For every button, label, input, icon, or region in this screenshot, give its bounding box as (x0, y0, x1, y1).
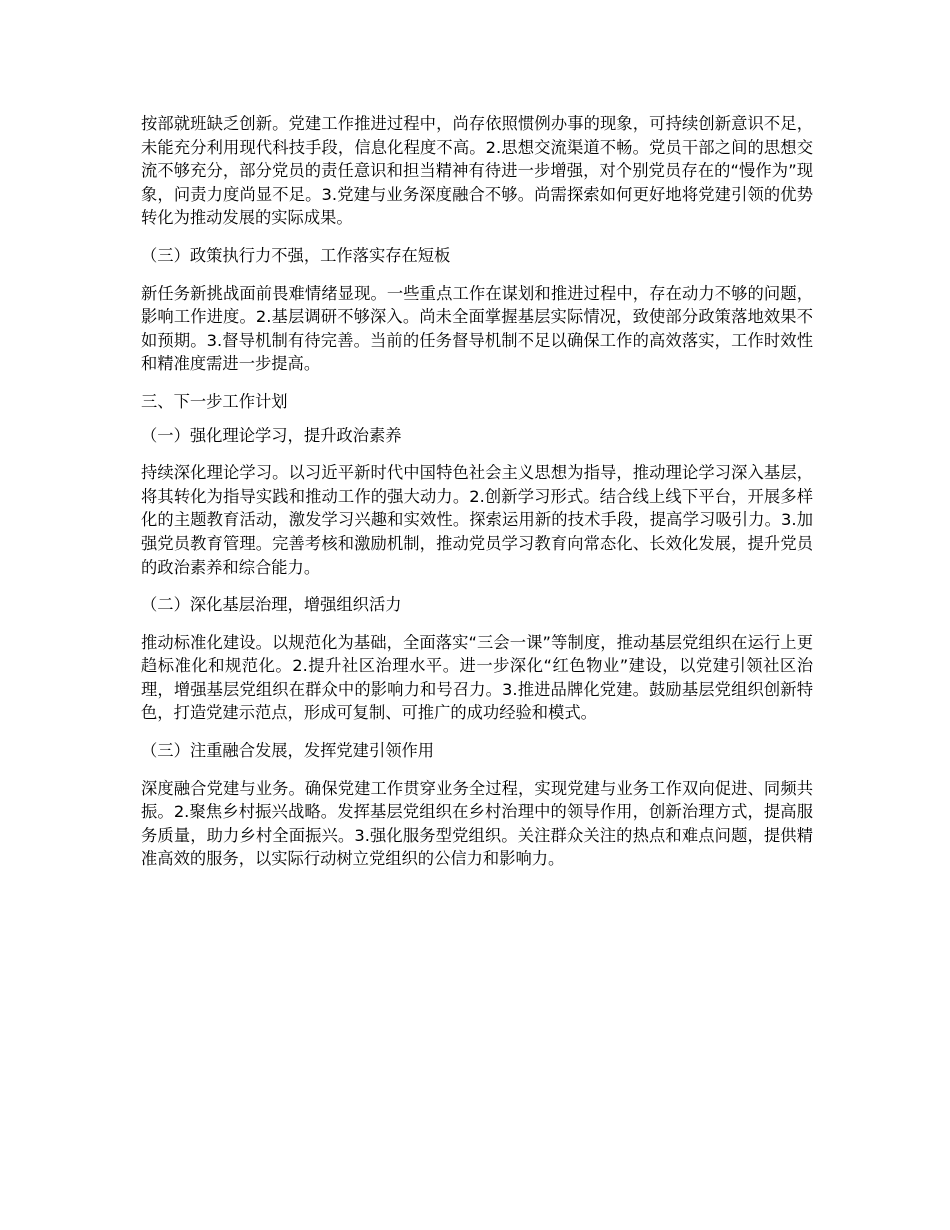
heading-integrated-development: （三）注重融合发展，发挥党建引领作用 (141, 741, 435, 761)
heading-theory-study: （一）强化理论学习，提升政治素养 (141, 425, 402, 445)
paragraph-party-building-innovation: 按部就班缺乏创新。党建工作推进过程中，尚存依照惯例办事的现象，可持续创新意识不足，未能充分利用现代科技手段，信息化程度不高。2.思想交流渠道不畅。党员干部之间的思想交流不够充分，部分党员的责任意识和担当精神有待进一步增强，对个别党员存在的“慢作为”现象，问责力度尚显不足。3.党建与业务深度融合不够。尚需探索如何更好地将党建引领的优势转化为推动发展的实际成果。 (141, 114, 813, 228)
paragraph-grassroots-governance: 推动标准化建设。以规范化为基础，全面落实“三会一课”等制度，推动基层党组织在运行上更趋标准化和规范化。2.提升社区治理水平。进一步深化“红色物业”建设，以党建引领社区治理，增强基层党组织在群众中的影响力和号召力。3.推进品牌化党建。鼓励基层党组织创新特色，打造党建示范点，形成可复制、可推广的成功经验和模式。 (141, 632, 813, 723)
heading-next-step-plan: 三、下一步工作计划 (141, 391, 288, 411)
paragraph-policy-execution: 新任务新挑战面前畏难情绪显现。一些重点工作在谋划和推进过程中，存在动力不够的问题，影响工作进度。2.基层调研不够深入。尚未全面掌握基层实际情况，致使部分政策落地效果不如预期。3.督导机制有待完善。当前的任务督导机制不足以确保工作的高效落实，工作时效性和精准度需进一步提高。 (141, 283, 813, 374)
heading-policy-execution: （三）政策执行力不强，工作落实存在短板 (141, 245, 451, 265)
paragraph-theory-study: 持续深化理论学习。以习近平新时代中国特色社会主义思想为指导，推动理论学习深入基层，将其转化为指导实践和推动工作的强大动力。2.创新学习形式。结合线上线下平台，开展多样化的主题教育活动，激发学习兴趣和实效性。探索运用新的技术手段，提高学习吸引力。3.加强党员教育管理。完善考核和激励机制，推动党员学习教育向常态化、长效化发展，提升党员的政治素养和综合能力。 (141, 463, 813, 577)
paragraph-integrated-development: 深度融合党建与业务。确保党建工作贯穿业务全过程，实现党建与业务工作双向促进、同频共振。2.聚焦乡村振兴战略。发挥基层党组织在乡村治理中的领导作用，创新治理方式，提高服务质量，助力乡村全面振兴。3.强化服务型党组织。关注群众关注的热点和难点问题，提供精准高效的服务，以实际行动树立党组织的公信力和影响力。 (141, 778, 813, 869)
document-body (141, 112, 813, 871)
heading-grassroots-governance: （二）深化基层治理，增强组织活力 (141, 595, 402, 615)
